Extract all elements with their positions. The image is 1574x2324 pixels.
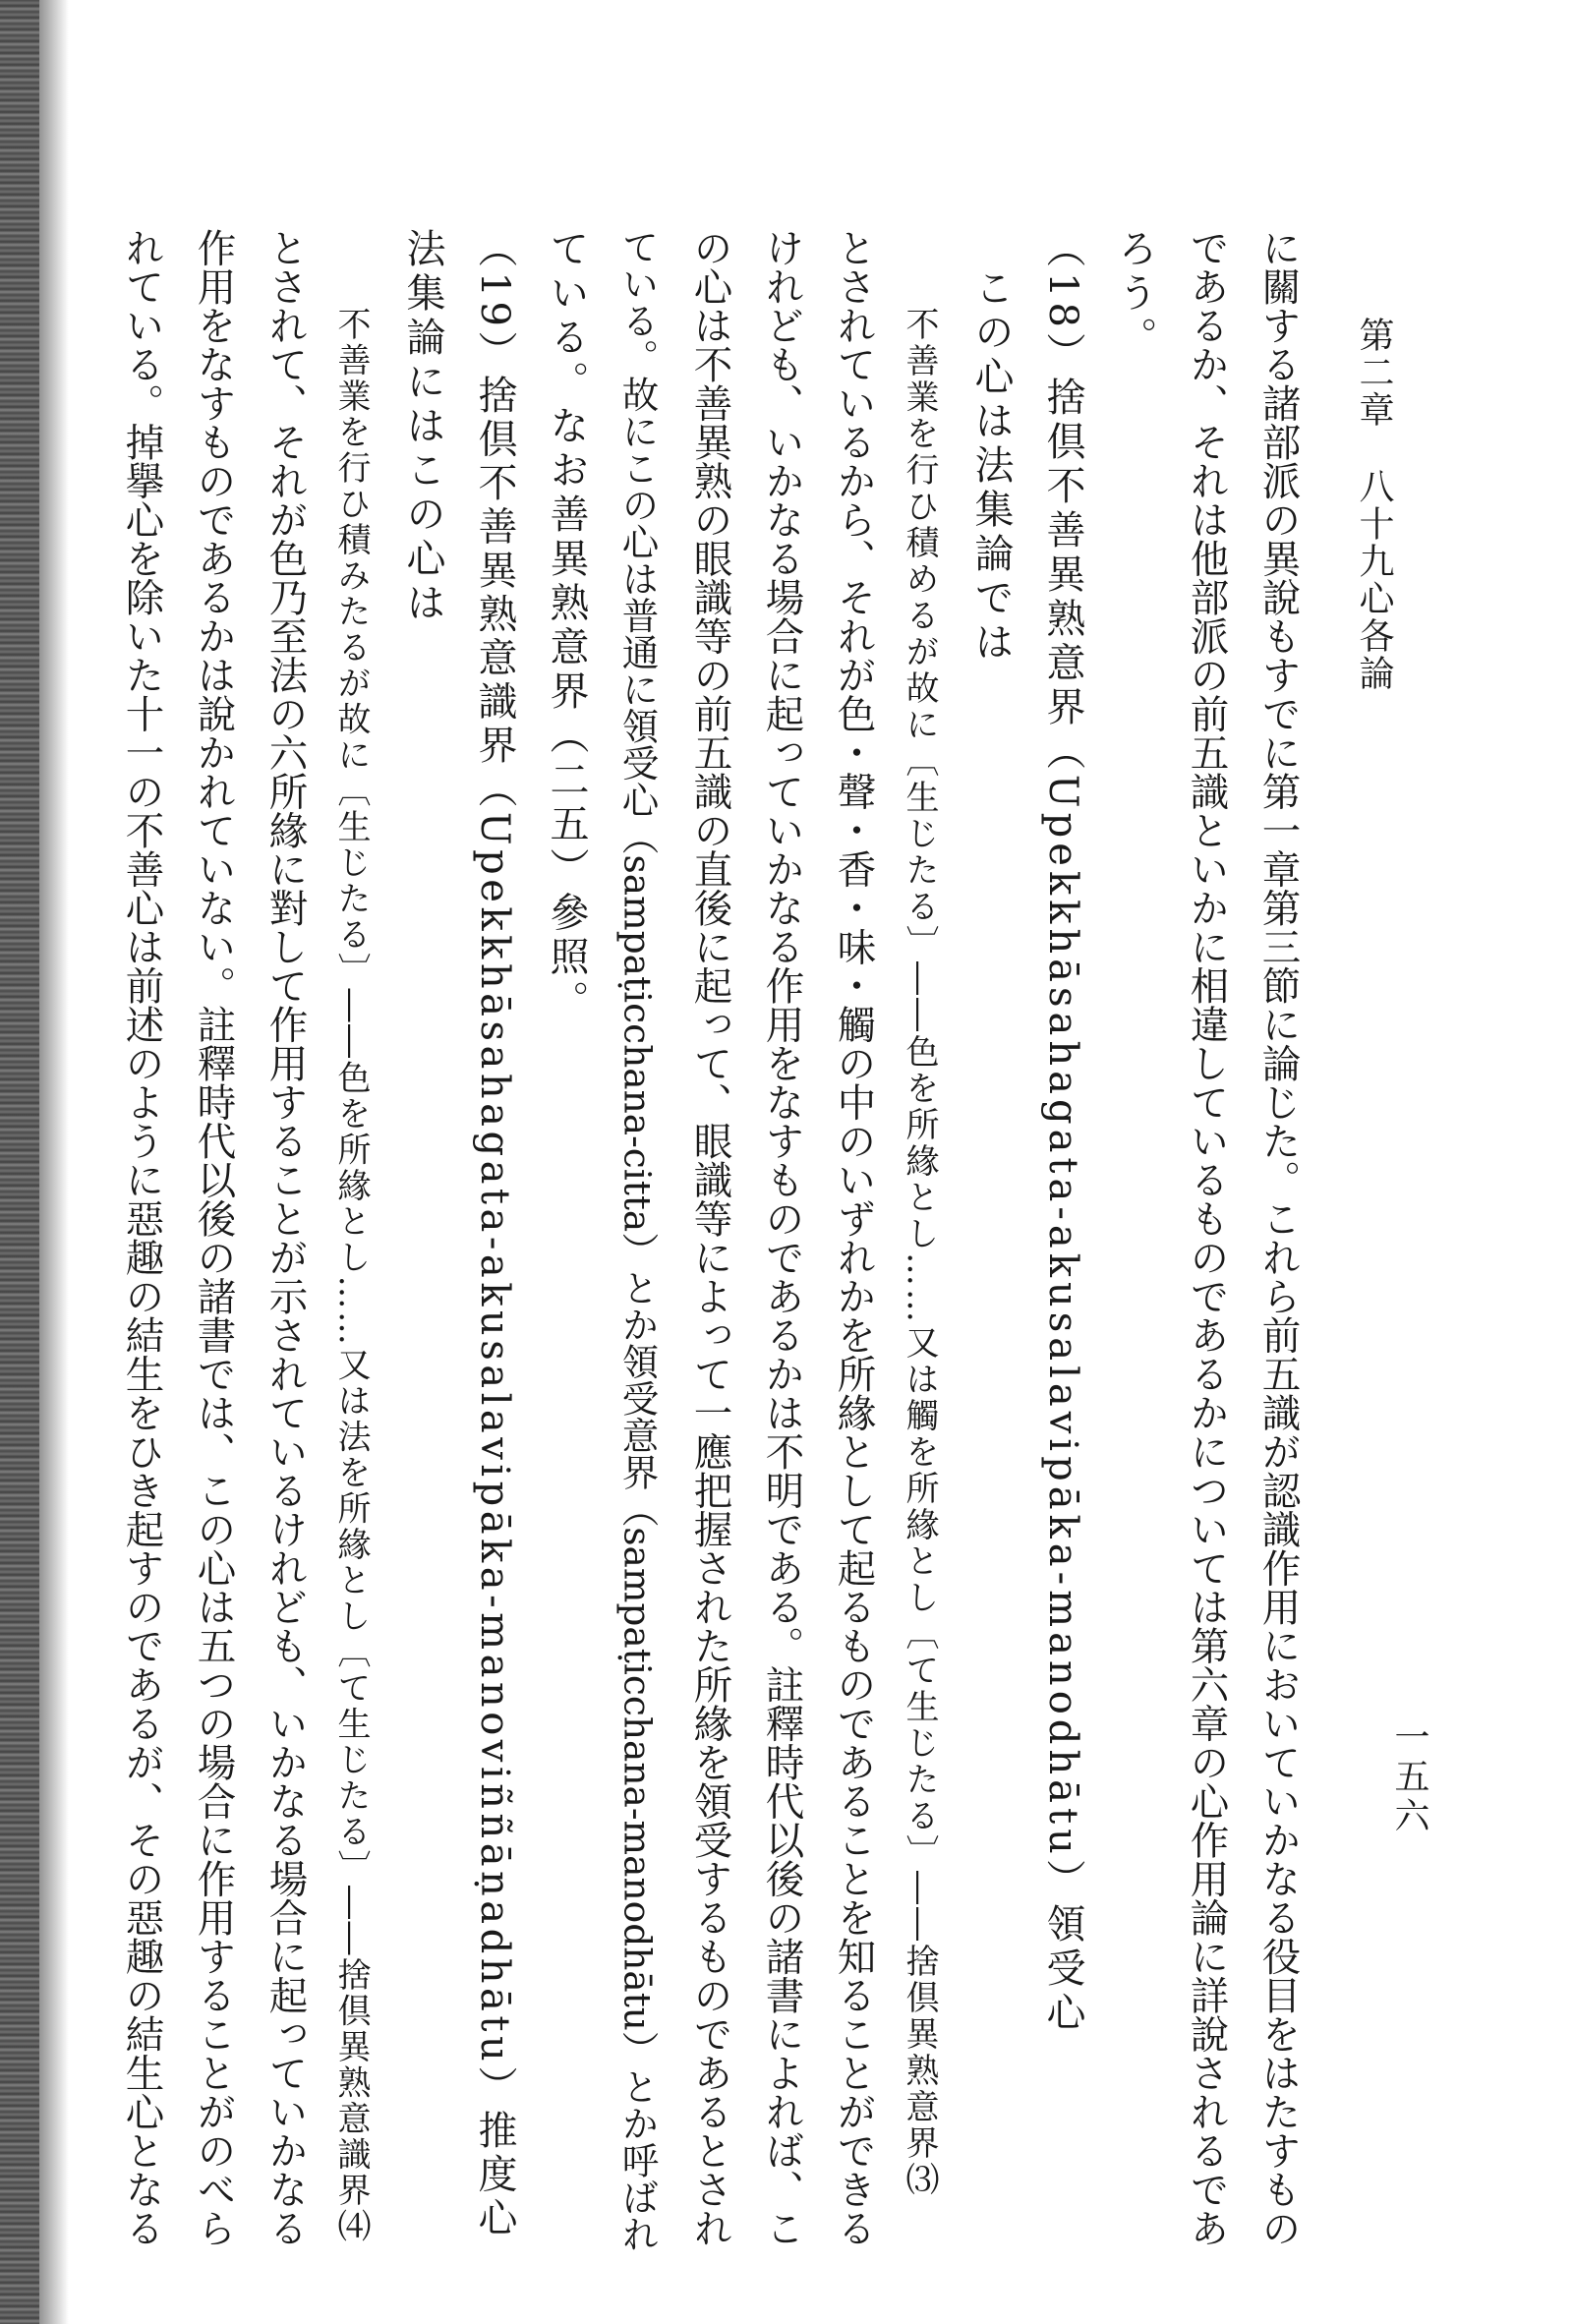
text-line: であるか、それは他部派の前五識といかに相違しているものであるかについては第六章の心作用論に詳說されるであ [1184, 228, 1230, 2247]
text-line: れている。掉擧心を除いた十一の不善心は前述のように惡趣の結生をひき起すのであるが、その惡趣の結生心となる [119, 228, 165, 2247]
text-line: に關する諸部派の異說もすでに第一章第三節に論じた。これら前五識が認識作用においていかなる役目をはたすもの [1255, 228, 1302, 2247]
text-line: この心は法集論では [968, 267, 1014, 666]
section-heading-19: （19）捨倶不善異熟意識界（Upekkhāsahagata-akusalavipāka-manoviññāṇadhātu）推度心 [472, 228, 517, 2241]
quoted-text: 不善業を行ひ積めるが故に〔生じたる〕――色を所緣とし……又は觸を所緣とし〔て生じたる〕――捨倶異熟意界⑶ [900, 307, 939, 2198]
section-heading-18: （18）捨倶不善異熟意界（Upekkhāsahagata-akusalavipāka-manodhātu）領受心 [1040, 228, 1085, 2036]
page-number: 一五六 [1389, 1718, 1429, 1836]
text-line: けれども、いかなる場合に起っていかなる作用をなすものであるかは不明である。註釋時代以後の諸書によれば、こ [759, 228, 805, 2247]
scan-binding-fade [39, 0, 69, 2324]
text-line: とされているから、それが色・聲・香・味・觸の中のいずれかを所緣として起るものであることを知ることができる [831, 228, 877, 2247]
text-line: ている。故にこの心は普通に領受心（sampaṭicchana-citta）とか領受意界（sampaṭicchana-manodhātu）とか呼ばれ [615, 228, 660, 2252]
text-line: 作用をなすものであるかは說かれていない。註釋時代以後の諸書では、この心は五つの場合に作用することがのべら [191, 228, 237, 2247]
text-line: の心は不善異熟の眼識等の前五識の直後に起って、眼識等によって一應把握された所緣を領受するものであるとされ [687, 228, 733, 2247]
running-header-chapter: 第二章 [1354, 317, 1394, 429]
scan-binding-shadow [0, 0, 39, 2324]
running-header [1349, 317, 1399, 692]
text-line: ている。なお善異熟意界（二五）參照。 [544, 228, 589, 1024]
text-line: 法集論にはこの心は [400, 228, 445, 626]
quoted-text: 不善業を行ひ積みたるが故に〔生じたる〕――色を所緣とし……又は法を所緣とし〔て生じたる〕――捨倶異熟意識界⑷ [331, 307, 371, 2244]
text-line: とされて、それが色乃至法の六所緣に對して作用することが示されているけれども、いかなる場合に起っていかなる [262, 228, 309, 2247]
running-header-title: 八十九心各論 [1354, 468, 1394, 692]
text-line: ろう。 [1112, 228, 1157, 361]
